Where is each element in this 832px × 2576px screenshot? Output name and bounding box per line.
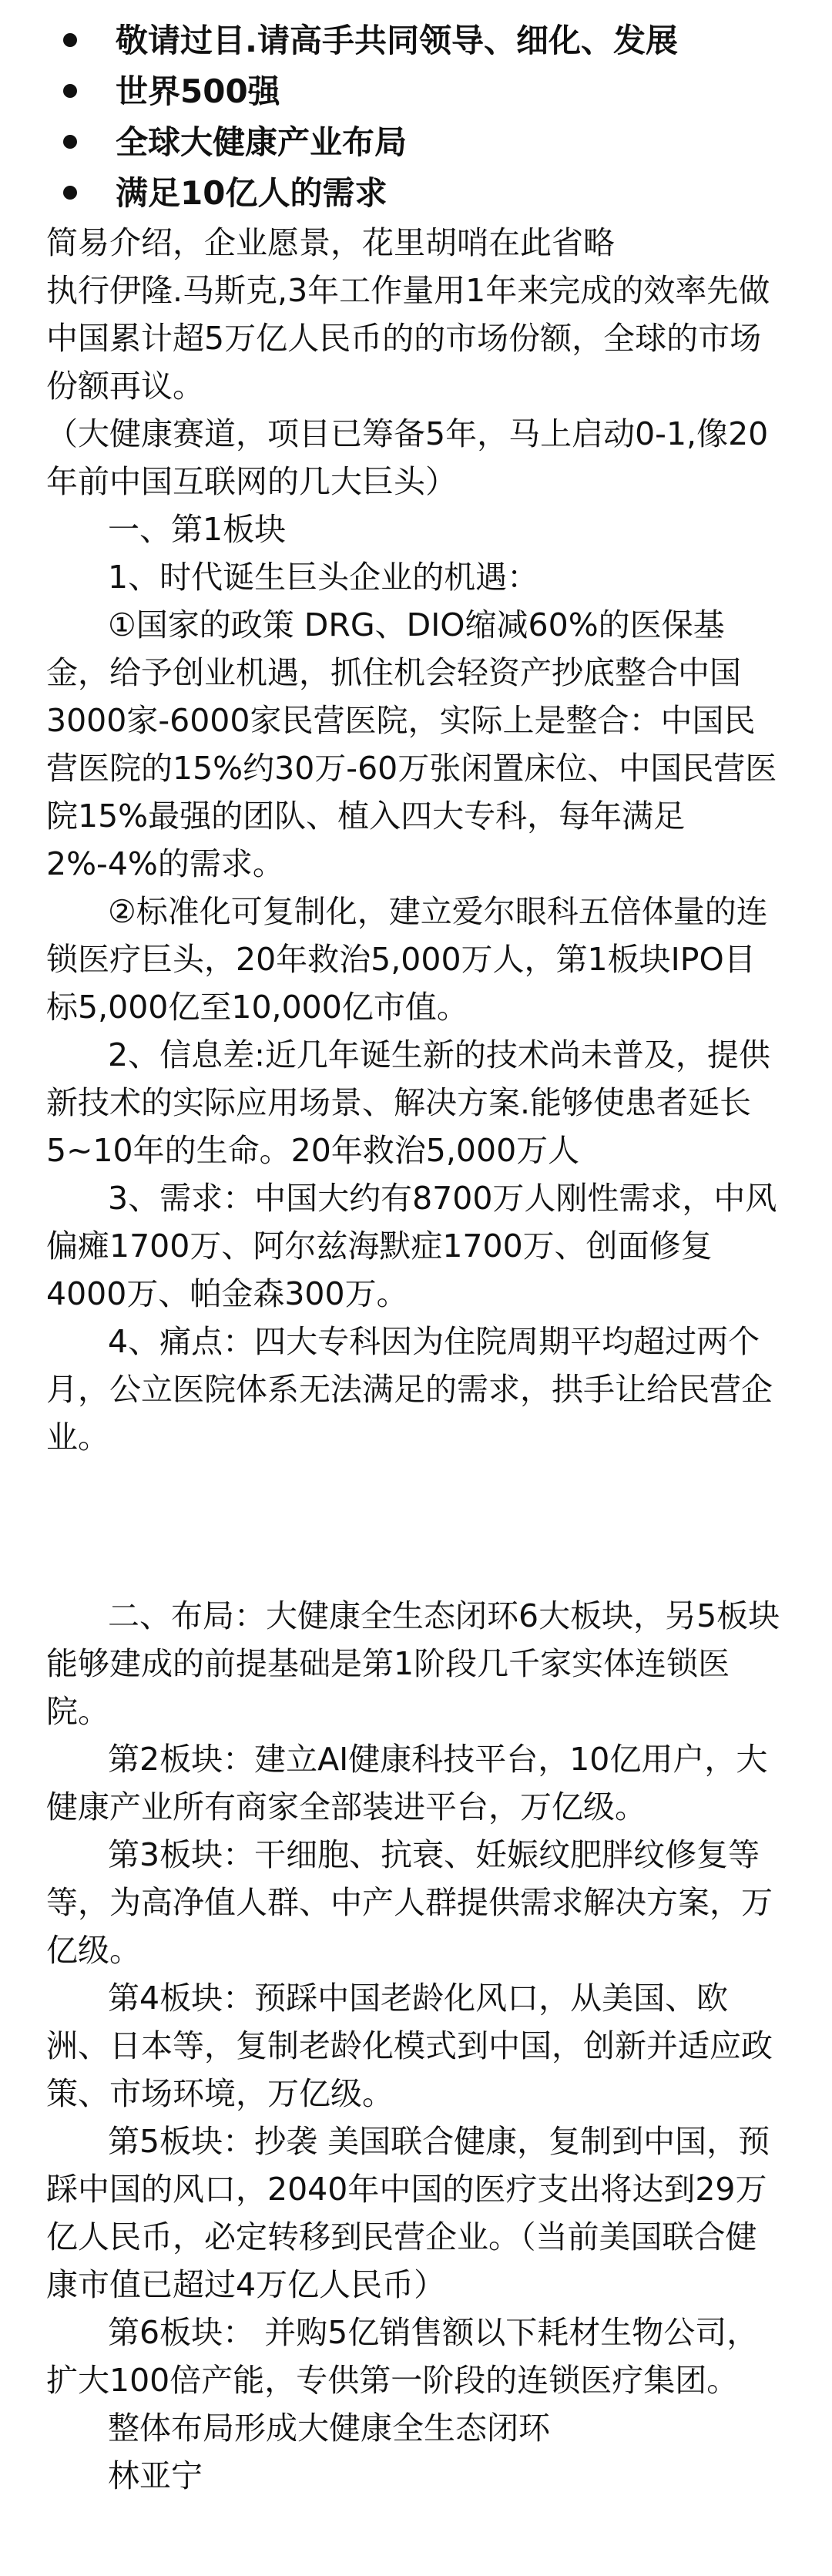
section-2-block-paragraph: 第5板块：抄袭 美国联合健康，复制到中国，预踩中国的风口，2040年中国的医疗支出将达到29万亿人民币，必定转移到民营企业。（当前美国联合健康市值已超过4万亿人民币） <box>46 2123 770 2303</box>
section-2-block-paragraph: 第3板块：干细胞、抗衰、妊娠纹肥胖纹修复等等，为高净值人群、中产人群提供需求解决方案，万亿级。 <box>46 1836 773 1969</box>
bullet-dot-icon <box>63 84 77 98</box>
intro-paragraph: 执行伊隆.马斯克,3年工作量用1年来完成的效率先做中国累计超5万亿人民币的的市场份额，全球的市场份额再议。 <box>46 272 770 405</box>
closing-line: 整体布局形成大健康全生态闭环 <box>108 2410 550 2447</box>
bullet-text: 世界500强 <box>116 72 280 110</box>
highlight-bullet-list <box>46 15 786 219</box>
section-1-item-paragraph: 3、需求：中国大约有8700万人刚性需求，中风偏瘫1700万、阿尔兹海默症1700万、创面修复4000万、帕金森300万。 <box>46 1180 777 1312</box>
section-2-title: 二、布局：大健康全生态闭环6大板块，另5板块能够建成的前提基础是第1阶段几千家实体连锁医院。 <box>46 1597 780 1730</box>
section-1-item-paragraph: ①国家的政策 DRG、DIO缩减60%的医保基金，给予创业机遇，抓住机会轻资产抄底整合中国3000家-6000家民营医院，实际上是整合：中国民营医院的15%约30万-60万张闲置床位、中国民营医院15%最强的团队、植入四大专科，每年满足2%-4%的需求。 <box>46 606 777 882</box>
bullet-dot-icon <box>63 186 77 200</box>
bullet-item <box>46 168 786 219</box>
section-1-title: 一、第1板块 <box>108 511 287 548</box>
intro-paragraph: （大健康赛道，项目已筹备5年，马上启动0-1,像20年前中国互联网的几大巨头） <box>46 415 769 500</box>
bullet-dot-icon <box>63 135 77 149</box>
bullet-text: 满足10亿人的需求 <box>116 174 387 212</box>
section-1-item-paragraph: ②标准化可复制化，建立爱尔眼科五倍体量的连锁医疗巨头，20年救治5,000万人，第1板块IPO目标5,000亿至10,000亿市值。 <box>46 893 768 1026</box>
bullet-text: 全球大健康产业布局 <box>116 123 408 161</box>
section-2-block-paragraph: 第2板块：建立AI健康科技平台，10亿用户，大健康产业所有商家全部装进平台，万亿级。 <box>46 1741 768 1825</box>
document-page <box>46 15 786 2500</box>
section-1-item-title: 1、时代诞生巨头企业的机遇： <box>108 559 539 596</box>
signature: 林亚宁 <box>108 2457 203 2494</box>
bullet-text: 敬请过目.请高手共同领导、细化、发展 <box>116 22 678 59</box>
section-1-item-paragraph: 4、痛点：四大专科因为住院周期平均超过两个月，公立医院体系无法满足的需求，拱手让给民营企业。 <box>46 1323 773 1456</box>
section-2-block-paragraph: 第4板块：预踩中国老龄化风口，从美国、欧洲、日本等，复制老龄化模式到中国，创新并适应政策、市场环境，万亿级。 <box>46 1980 773 2112</box>
bullet-item <box>46 66 786 117</box>
section-2-block-paragraph: 第6板块： 并购5亿销售额以下耗材生物公司，扩大100倍产能，专供第一阶段的连锁医疗集团。 <box>46 2314 759 2399</box>
intro-paragraph: 简易介绍，企业愿景，花里胡哨在此省略 <box>46 224 615 261</box>
bullet-item <box>46 15 786 66</box>
section-1-item-paragraph: 2、信息差:近几年诞生新的技术尚未普及，提供新技术的实际应用场景、解决方案.能够使患者延长5~10年的生命。20年救治5,000万人 <box>46 1036 770 1169</box>
bullet-dot-icon <box>63 33 77 47</box>
section-spacer <box>46 1461 786 1592</box>
bullet-item <box>46 117 786 168</box>
